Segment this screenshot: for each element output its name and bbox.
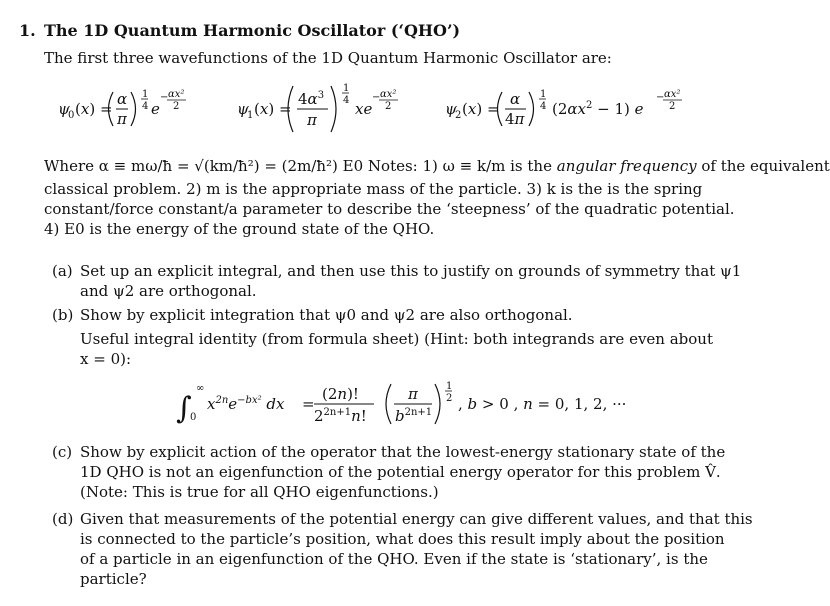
svg-text:−: − (160, 92, 169, 103)
svg-text:2: 2 (455, 110, 462, 121)
svg-text:αx²: αx² (380, 89, 397, 100)
part-c-line-2: 1D QHO is not an eigenfunction of the potential energy operator for this problem V̂. (80, 463, 721, 481)
part-b-line-1: Show by explicit integration that ψ0 and ψ2 are also orthogonal. (80, 306, 573, 324)
svg-text:−: − (372, 92, 381, 103)
svg-text:π: π (117, 110, 127, 128)
definition-line-4: 4) E0 is the energy of the ground state of the QHO. (44, 220, 435, 238)
svg-text:αx²: αx² (664, 89, 681, 100)
part-b-line-3: x = 0): (80, 350, 132, 368)
part-d-line-3: of a particle in an eigenfunction of the QHO. Even if the state is ‘stationary’, is the (80, 550, 708, 568)
svg-text:0: 0 (190, 412, 197, 423)
part-d-line-1: Given that measurements of the potential energy can give different values, and that this (80, 510, 753, 528)
angular-frequency-term: angular frequency (556, 157, 697, 175)
svg-text:4: 4 (142, 101, 149, 112)
part-a-label: (a) (52, 262, 73, 280)
svg-text:α: α (510, 90, 521, 108)
part-a-line-2: and ψ2 are orthogonal. (80, 282, 257, 300)
svg-text:−: − (656, 92, 665, 103)
svg-text:4π: 4π (505, 110, 525, 128)
part-d-line-2: is connected to the particle’s position, what does this result imply about the position (80, 530, 725, 548)
svg-text:4: 4 (343, 95, 350, 106)
svg-text:α: α (117, 90, 128, 108)
svg-text:1: 1 (142, 89, 149, 100)
part-c-line-1: Show by explicit action of the operator that the lowest-energy stationary state of the (80, 443, 726, 461)
svg-text:π: π (307, 111, 317, 129)
svg-text:ψ: ψ (237, 100, 249, 118)
svg-text:1: 1 (343, 83, 350, 94)
svg-text:ψ: ψ (445, 100, 457, 118)
problem-number: 1. (19, 21, 36, 40)
svg-text:(2n)!: (2n)! (322, 385, 359, 403)
svg-text:b2n+1: $b^{2n+1}$ (395, 407, 433, 425)
svg-text:x2ne−bx² dx: $x^{2n}e^{-bx^2}$ dx (207, 395, 285, 413)
part-c-line-3: (Note: This is true for all QHO eigenfunctions.) (80, 483, 439, 501)
svg-text:=: = (302, 395, 315, 413)
svg-text:4α3: $4\alpha^3$ (298, 90, 325, 108)
svg-text:αx²: αx² (168, 89, 185, 100)
svg-text:4: 4 (540, 101, 547, 112)
svg-text:(x) =: (x) = (462, 100, 500, 118)
svg-text:(x) =: (x) = (75, 100, 113, 118)
svg-text:e: e (151, 100, 160, 118)
svg-text:(x) =: (x) = (254, 100, 292, 118)
svg-text:1: 1 (540, 89, 547, 100)
definition-line-1-end: of the equivalent (701, 157, 830, 175)
part-d-label: (d) (52, 510, 74, 528)
intro-text: The first three wavefunctions of the 1D Quantum Harmonic Oscillator are: (44, 49, 612, 67)
part-c-label: (c) (52, 443, 73, 461)
definition-line-2: classical problem. 2) m is the appropriate mass of the particle. 3) k is the is the spring (44, 180, 703, 198)
definition-lead: Where α ≡ mω/ħ = √(km/ħ²) = (2m/ħ²) E0 Notes: 1) ω ≡ k/m is the (44, 157, 552, 175)
svg-text:(2αx2 − 1) e: $(2\alpha x^2 - 1)$ e (552, 100, 644, 118)
svg-text:∫: ∫ (176, 391, 192, 426)
svg-text:22n+1n!: $2^{2n+1}n$! (314, 407, 367, 425)
svg-text:0: 0 (68, 110, 75, 121)
part-d-line-4: particle? (80, 570, 147, 588)
problem-title: The 1D Quantum Harmonic Oscillator (‘QHO’) (44, 21, 461, 40)
svg-text:∞: ∞ (196, 383, 205, 394)
svg-text:1: 1 (247, 110, 254, 121)
svg-text:ψ: ψ (58, 100, 70, 118)
svg-text:xe: xe (355, 100, 373, 118)
svg-text:2: 2 (446, 393, 453, 404)
svg-text:π: π (408, 385, 418, 403)
part-b-line-2: Useful integral identity (from formula sheet) (Hint: both integrands are even about (80, 330, 713, 348)
svg-text:2: 2 (385, 101, 392, 112)
svg-text:1: 1 (446, 381, 453, 392)
svg-text:2: 2 (669, 101, 676, 112)
definition-line-3: constant/force constant/a parameter to describe the ‘steepness’ of the quadratic potential. (44, 200, 735, 218)
part-b-label: (b) (52, 306, 74, 324)
svg-text:, b > 0 , n = 0, 1, 2, ···: , b > 0 , n = 0, 1, 2, ··· (458, 395, 627, 413)
part-a-line-1: Set up an explicit integral, and then use this to justify on grounds of symmetry that ψ1 (80, 262, 742, 280)
svg-text:2: 2 (173, 101, 180, 112)
